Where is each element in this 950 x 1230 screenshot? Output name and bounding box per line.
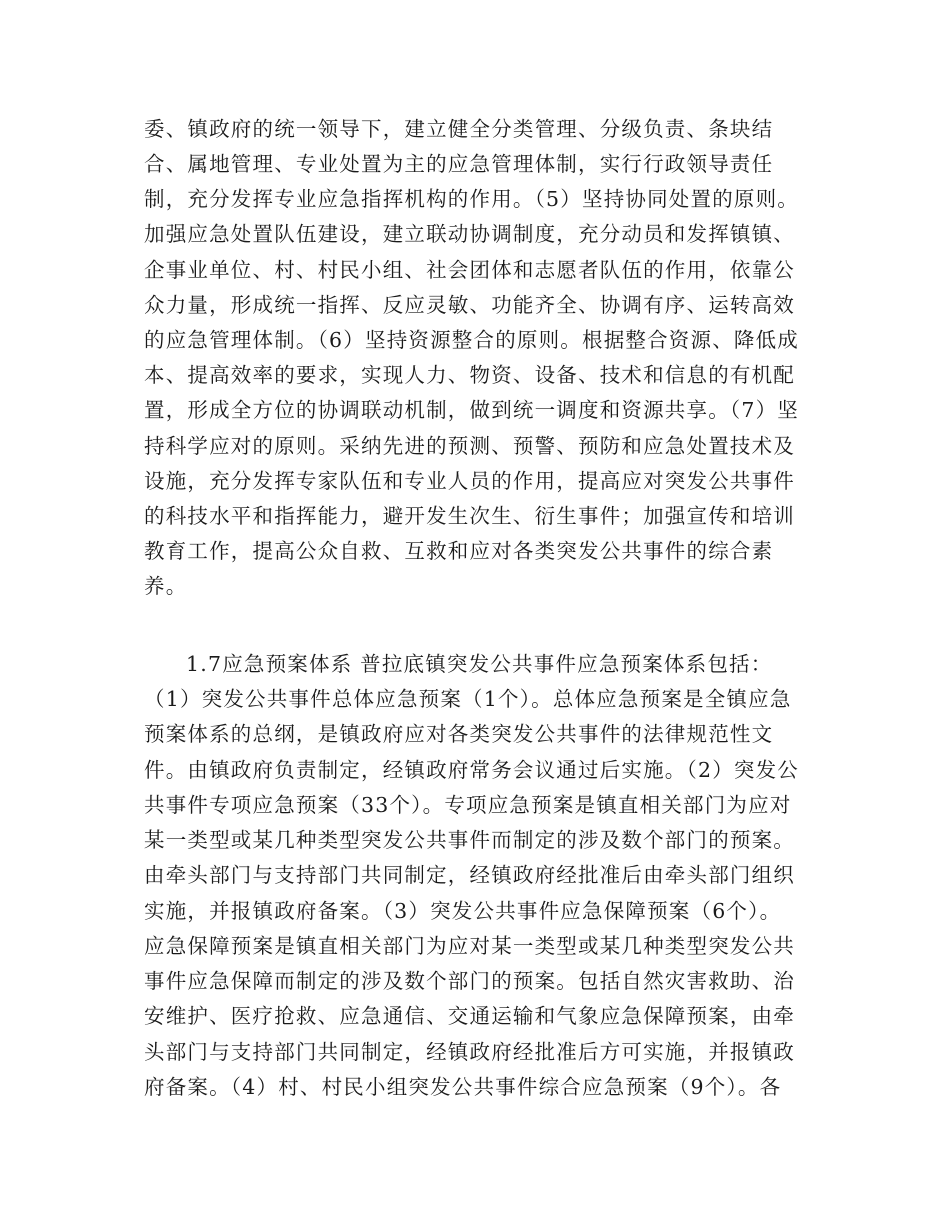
text-line: 某一类型或某几种类型突发公共事件而制定的涉及数个部门的预案。 xyxy=(144,828,795,852)
text-line: 预案体系的总纲，是镇政府应对各类突发公共事件的法律规范性文 xyxy=(144,722,774,746)
text-line: 实施，并报镇政府备案。（3）突发公共事件应急保障预案（6个）。 xyxy=(144,899,782,923)
text-line: 合、属地管理、专业处置为主的应急管理体制，实行行政领导责任 xyxy=(144,152,774,176)
text-line: 设施，充分发挥专家队伍和专业人员的作用，提高应对突发公共事件 xyxy=(144,469,795,493)
text-line: 件。由镇政府负责制定，经镇政府常务会议通过后实施。（2）突发公 xyxy=(144,758,799,782)
text-line: 共事件专项应急预案（33个）。专项应急预案是镇直相关部门为应对 xyxy=(144,793,792,817)
text-line: 本、提高效率的要求，实现人力、物资、设备、技术和信息的有机配 xyxy=(144,363,795,387)
text-line: （1）突发公共事件总体应急预案（1个）。总体应急预案是全镇应急 xyxy=(144,687,792,711)
text-line: 应急保障预案是镇直相关部门为应对某一类型或某几种类型突发公共 xyxy=(144,934,795,958)
text-line: 府备案。（4）村、村民小组突发公共事件综合应急预案（9个）。各 xyxy=(144,1075,782,1099)
text-line: 制，充分发挥专业应急指挥机构的作用。（5）坚持协同处置的原则。 xyxy=(144,187,799,211)
text-line: 教育工作，提高公众自救、互救和应对各类突发公共事件的综合素 xyxy=(144,539,774,563)
text-line: 的应急管理体制。（6）坚持资源整合的原则。根据整合资源、降低成 xyxy=(144,328,799,352)
text-line: 加强应急处置队伍建设，建立联动协调制度，充分动员和发挥镇镇、 xyxy=(144,222,795,246)
text-line: 众力量，形成统一指挥、反应灵敏、功能齐全、协调有序、运转高效 xyxy=(144,293,795,317)
text-line: 企事业单位、村、村民小组、社会团体和志愿者队伍的作用，依靠公 xyxy=(144,258,795,282)
text-line: 持科学应对的原则。采纳先进的预测、预警、预防和应急处置技术及 xyxy=(144,434,795,458)
text-line: 由牵头部门与支持部门共同制定，经镇政府经批准后由牵头部门组织 xyxy=(144,863,795,887)
text-line: 委、镇政府的统一领导下，建立健全分类管理、分级负责、条块结 xyxy=(144,117,774,141)
text-line: 头部门与支持部门共同制定，经镇政府经批准后方可实施，并报镇政 xyxy=(144,1040,795,1064)
text-line: 事件应急保障而制定的涉及数个部门的预案。包括自然灾害救助、治 xyxy=(144,969,795,993)
text-line: 1.7应急预案体系 普拉底镇突发公共事件应急预案体系包括： xyxy=(186,652,773,676)
text-line: 养。 xyxy=(144,574,188,598)
text-line: 的科技水平和指挥能力，避开发生次生、衍生事件；加强宣传和培训 xyxy=(144,504,795,528)
text-line: 安维护、医疗抢救、应急通信、交通运输和气象应急保障预案，由牵 xyxy=(144,1004,795,1028)
text-line: 置，形成全方位的协调联动机制，做到统一调度和资源共享。（7）坚 xyxy=(144,398,799,422)
